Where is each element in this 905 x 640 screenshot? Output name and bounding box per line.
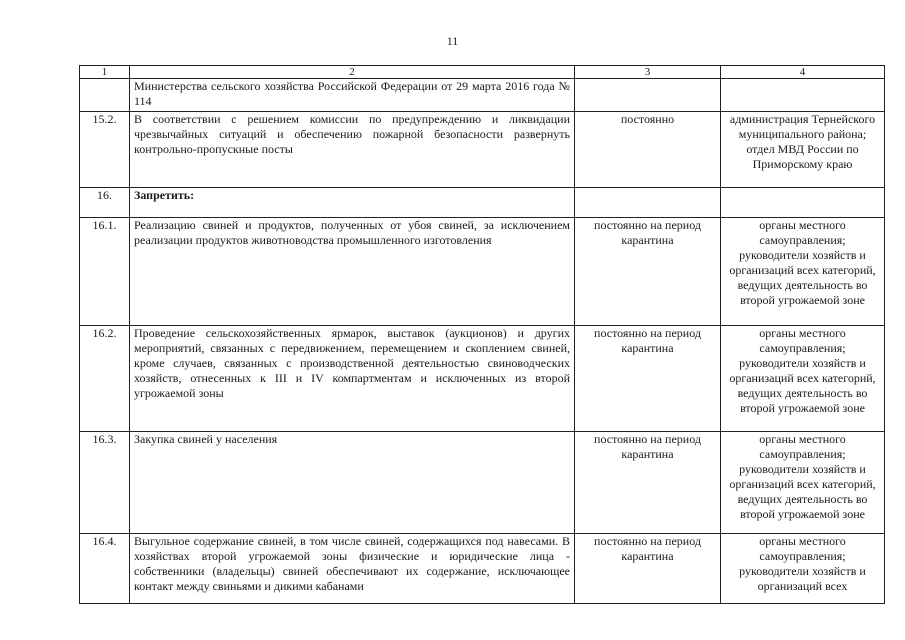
- row-text: Министерства сельского хозяйства Российской Федерации от 29 марта 2016 года № 114: [130, 79, 575, 112]
- table-row: [80, 218, 885, 326]
- row-text: Выгульное содержание свиней, в том числе свиней, содержащихся под навесами. В хозяйствах второй угрожаемой зоны физические и юридические лица - собственники (владельцы) свиней обеспечивают их содержание, исключающее контакт между свиньями и дикими кабанами: [130, 534, 575, 604]
- row-responsible: органы местного самоуправления; руководители хозяйств и организаций всех категорий, ведущих деятельность во второй угрожаемой зоне: [721, 218, 885, 326]
- row-number: 16.1.: [80, 218, 130, 326]
- row-term: постоянно на период карантина: [575, 326, 721, 432]
- row-responsible: органы местного самоуправления; руководители хозяйств и организаций всех категорий, ведущих деятельность во второй угрожаемой зоне: [721, 326, 885, 432]
- table-row: [80, 188, 885, 218]
- row-text: Закупка свиней у населения: [130, 432, 575, 534]
- header-cell: 4: [721, 66, 885, 79]
- row-responsible: органы местного самоуправления; руководители хозяйств и организаций всех категорий, ведущих деятельность во второй угрожаемой зоне: [721, 432, 885, 534]
- row-term: постоянно на период карантина: [575, 534, 721, 604]
- row-responsible: [721, 79, 885, 112]
- table-row: [80, 79, 885, 112]
- table-row: [80, 432, 885, 534]
- row-text: Запретить:: [130, 188, 575, 218]
- row-term: [575, 79, 721, 112]
- regulation-table: [79, 65, 885, 604]
- table-row: [80, 534, 885, 604]
- row-number: 16.3.: [80, 432, 130, 534]
- row-text: Проведение сельскохозяйственных ярмарок, выставок (аукционов) и других мероприятий, связанных с передвижением, перемещением и скоплением свиней, кроме случаев, связанных с производственной деятельностью свиноводческих хозяйств, отнесенных к III и IV компартментам и исключенных из второй угрожаемой зоны: [130, 326, 575, 432]
- row-text: Реализацию свиней и продуктов, полученных от убоя свиней, за исключением реализации продуктов животноводства промышленного изготовления: [130, 218, 575, 326]
- row-term: [575, 188, 721, 218]
- row-term: постоянно на период карантина: [575, 218, 721, 326]
- row-number: 16.: [80, 188, 130, 218]
- table-row: [80, 326, 885, 432]
- row-responsible: администрация Тернейского муниципального района; отдел МВД России по Приморскому краю: [721, 112, 885, 188]
- page-number: 11: [446, 34, 459, 48]
- table-header-row: [80, 66, 885, 79]
- row-term: постоянно на период карантина: [575, 432, 721, 534]
- table-row: [80, 112, 885, 188]
- row-text: В соответствии с решением комиссии по предупреждению и ликвидации чрезвычайных ситуаций и обеспечению пожарной безопасности развернуть контрольно-пропускные посты: [130, 112, 575, 188]
- row-responsible: [721, 188, 885, 218]
- row-number: [80, 79, 130, 112]
- row-number: 15.2.: [80, 112, 130, 188]
- row-responsible: органы местного самоуправления; руководители хозяйств и организаций всех: [721, 534, 885, 604]
- row-term: постоянно: [575, 112, 721, 188]
- row-number: 16.4.: [80, 534, 130, 604]
- header-cell: 1: [80, 66, 130, 79]
- row-number: 16.2.: [80, 326, 130, 432]
- header-cell: 2: [130, 66, 575, 79]
- header-cell: 3: [575, 66, 721, 79]
